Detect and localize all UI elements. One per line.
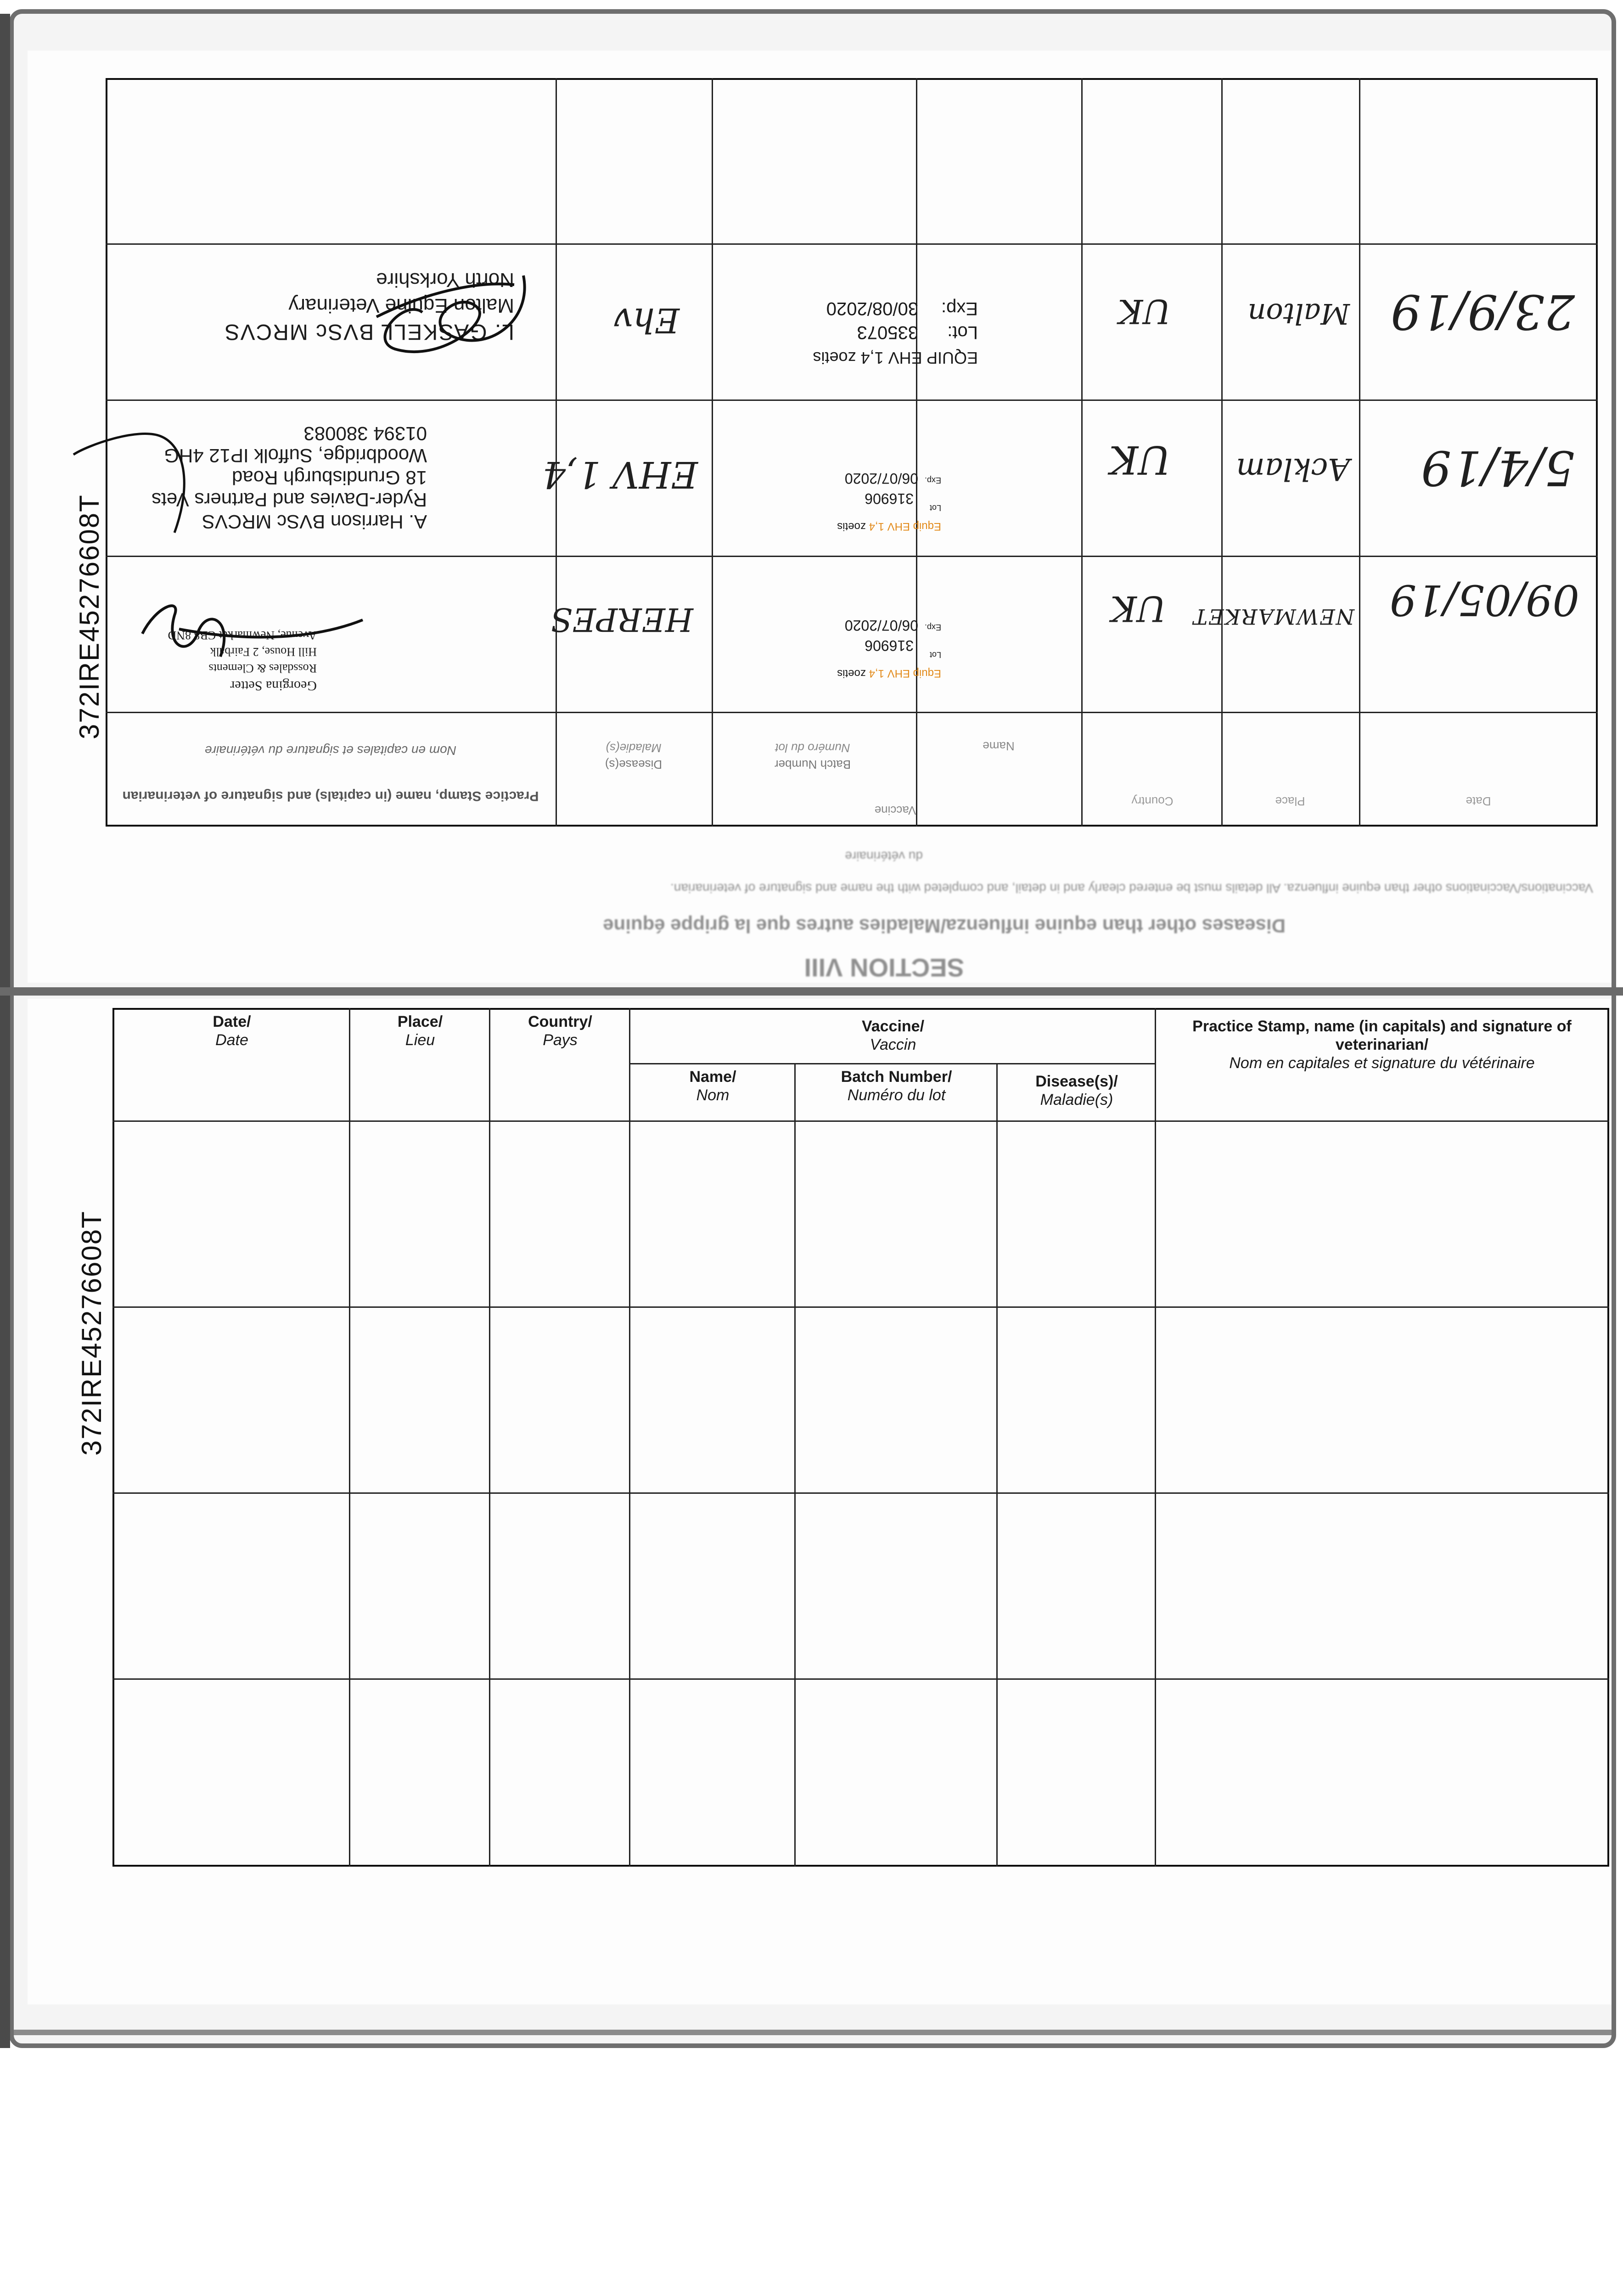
entry3-date [1359,271,1598,344]
entry3-stamp-line: Malton Equine Veterinary [288,294,514,317]
lower-col-line [629,1008,630,1867]
lower-header-name-en: Name/ [689,1068,736,1086]
entry3-signature [358,253,542,390]
upper-header-stamp [110,716,551,808]
entry2-signature [64,418,202,537]
entry1-country-text: UK [1111,588,1166,629]
lower-header-disease [999,1072,1155,1109]
entry3-sticker-company: zoetis [813,349,856,367]
entry2-lot: 316906 [865,490,914,507]
upper-row-line [106,243,1598,245]
lower-vaccine-table [112,1008,1609,1867]
entry2-sticker [831,450,941,533]
entry1-exp: 06/07/2020 [844,617,918,634]
lower-header-batch-en: Batch Number/ [841,1068,952,1086]
entry2-place [1221,441,1359,491]
lower-vaccine-sub-line [629,1063,1155,1064]
entry2-stamp-line: Ryder-Davies and Partners Vets [152,489,427,511]
entry1-disease [550,583,707,647]
lower-header-stamp [1166,1017,1598,1072]
entry3-disease [560,285,707,349]
entry2-stamp-line: Woodbridge, Suffolk IP12 4HG [164,445,427,467]
entry1-signature [115,583,372,675]
upper-col-line [556,78,557,827]
section-title: SECTION VIII [804,953,964,982]
lower-row-line [112,1492,1609,1494]
entry1-place [1192,583,1359,634]
upper-header-name [921,726,1077,753]
upper-col-line [1081,78,1083,827]
entry3-stamp-line: L. GASKELL BVSc MRCVS [224,320,514,344]
binder-edge-left [0,14,10,2048]
upper-header-vaccine-text: Vaccine [874,804,916,817]
lower-header-disease-fr: Maladie(s) [1040,1091,1113,1109]
lower-header-place [351,1013,489,1049]
lower-header-name [631,1068,794,1104]
entry3-exp-label: Exp: [941,298,978,319]
entry1-lot: 316906 [865,637,914,654]
section-instructions: Vaccinations/Vaccinations other than equine influenza. All details must be entered clearly and in detail, and completed with the name and signature of veterinarian. [670,881,1593,895]
entry1-stamp-line: Avenue, Newmarket CB8 8ND [168,629,317,642]
upper-header-disease-fr: Maladie(s) [606,741,662,755]
entry1-exp-label: Exp. [924,623,941,632]
entry3-place [1221,285,1359,335]
upper-header-batch-text: Batch Number [774,758,851,771]
upper-col-line [712,78,713,827]
entry2-disease-text: EHV 1,4 [542,453,698,496]
page-fold [0,987,1623,996]
upper-row-line [106,556,1598,557]
lower-header-name-fr: Nom [696,1086,730,1104]
entry1-sticker-company: zoetis [837,667,866,680]
entry3-sticker [813,285,978,367]
entry1-date [1359,569,1598,634]
entry2-stamp-line: A. Harrison BVSc MRCVS [202,511,427,533]
entry1-disease-text: HERPES [550,601,693,638]
passport-number-upper: 372IRE45276608T [74,494,105,739]
entry3-lot-label: Lot: [947,322,978,343]
entry1-date-text: 09/05/19 [1389,575,1579,625]
entry3-stamp-line: North Yorkshire [376,269,514,291]
lower-header-date-en: Date/ [213,1013,251,1030]
lower-header-country [491,1013,629,1049]
upper-header-disease-text: Disease(s) [605,758,663,771]
section-title-block [725,946,964,983]
upper-header-stamp-fr: Nom en capitales et signature du vétérinaire [205,743,456,758]
entry3-disease-text: Ehv [613,300,680,340]
entry2-sticker-company: zoetis [837,520,866,533]
entry1-place-text: NEWMARKET [1192,604,1354,629]
entry3-country [1084,285,1217,335]
entry1-stamp-line: Georgina Setter [230,678,317,693]
upper-header-stamp-text: Practice Stamp, name (in capitals) and signature of veterinarian [122,788,539,804]
entry2-stamp-line: 01394 380083 [303,423,427,445]
upper-header-country [1086,781,1219,808]
upper-header-country-text: Country [1131,794,1174,808]
entry2-country-text: UK [1109,437,1171,482]
entry2-stamp [60,409,551,546]
lower-header-stamp-en: Practice Stamp, name (in capitals) and signature of veterinarian/ [1192,1018,1572,1053]
entry2-sticker-header [837,520,941,533]
upper-header-disease [560,726,707,771]
entry2-country [1084,427,1217,487]
entry2-date-text: 5/4/19 [1421,440,1575,496]
lower-col-line [1155,1008,1156,1867]
lower-header-batch [797,1068,996,1104]
entry1-stamp [115,565,372,703]
entry2-place-text: Acklam [1236,451,1350,487]
lower-header-date-fr: Date [215,1031,248,1049]
upper-header-date-text: Date [1466,794,1491,808]
lower-header-country-en: Country/ [528,1013,592,1030]
upper-header-batch [716,726,909,771]
lower-row-line [112,1678,1609,1680]
entry3-sticker-header [813,348,978,367]
lower-header-place-en: Place/ [397,1013,443,1030]
upper-row-line [106,400,1598,401]
entry2-sticker-brand: Equip EHV 1,4 [869,520,941,533]
lower-col-line [349,1008,350,1867]
entry1-stamp-line: Rossdales & Clements [208,662,317,675]
entry3-exp: 30/08/2020 [826,298,918,319]
upper-header-date [1364,781,1593,808]
binder-edge-bottom [14,2030,1612,2035]
instructions-fr-block [808,845,923,863]
lower-header-vaccine-fr: Vaccin [870,1036,916,1053]
lower-header-date [115,1013,349,1049]
entry1-sticker-brand: Equip EHV 1,4 [869,667,941,680]
entry2-stamp-line: 18 Grundisburgh Road [232,467,427,489]
entry2-date [1359,427,1598,501]
section-subtitle: Diseases other than equine influenza/Maladies autres que la grippe équine [603,915,1286,937]
entry2-disease [542,441,707,505]
entry1-sticker-header [837,667,941,680]
lower-header-place-fr: Lieu [405,1031,435,1049]
section-instructions-fr: du vétérinaire [845,849,923,863]
lower-row-line [112,1120,1609,1122]
entry1-country [1084,574,1217,634]
subtitle-block [413,909,1286,937]
entry2-exp-label: Exp. [924,476,941,485]
lower-header-country-fr: Pays [543,1031,578,1049]
entry1-lot-label: Lot [929,650,941,659]
entry1-sticker [831,597,941,680]
entry3-sticker-brand: EQUIP EHV 1,4 [860,349,978,367]
entry3-stamp [110,253,551,390]
upper-header-name-text: Name [983,739,1015,753]
lower-header-vaccine-en: Vaccine/ [861,1018,925,1035]
entry2-lot-label: Lot [929,503,941,512]
instructions-block [124,872,1593,895]
lower-col-line [996,1063,998,1867]
upper-header-batch-fr: Numéro du lot [775,741,850,755]
entry2-exp: 06/07/2020 [844,470,918,487]
entry3-lot: 335073 [857,322,918,343]
upper-row-line [106,712,1598,713]
passport-number-lower: 372IRE45276608T [76,1210,107,1456]
entry1-stamp-line: Hill House, 2 Fairbalk [210,645,317,658]
entry3-date-text: 23/9/19 [1391,284,1575,340]
lower-col-line [794,1063,796,1867]
lower-header-disease-en: Disease(s)/ [1035,1073,1118,1090]
lower-col-line [489,1008,490,1867]
entry3-country-text: UK [1118,292,1171,331]
lower-row-line [112,1306,1609,1308]
upper-header-place-text: Place [1275,794,1305,808]
lower-header-stamp-fr: Nom en capitales et signature du vétérinaire [1229,1054,1535,1072]
lower-header-vaccine [631,1017,1155,1054]
upper-header-place [1226,781,1354,808]
lower-header-batch-fr: Numéro du lot [847,1086,946,1104]
entry3-place-text: Malton [1247,297,1350,331]
upper-header-vaccine [716,790,1074,817]
